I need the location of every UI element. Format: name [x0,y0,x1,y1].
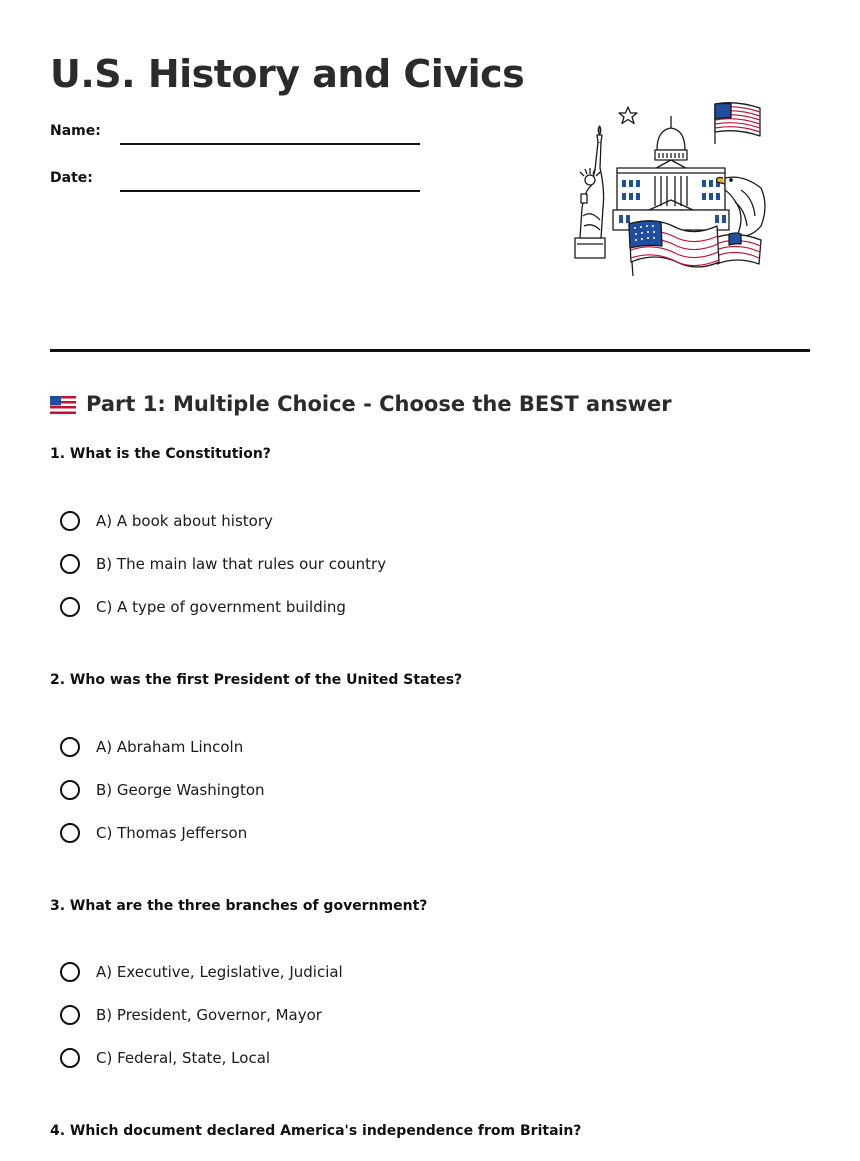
option-label: B) George Washington [96,781,265,799]
option-label: B) The main law that rules our country [96,555,387,573]
option-label: C) A type of government building [96,598,346,616]
radio-button[interactable] [60,737,80,757]
option-b[interactable] [60,1002,322,1028]
date-field [50,168,430,198]
page-title: U.S. History and Civics [50,52,525,96]
header-divider [50,349,810,352]
american-flag-icon [715,103,760,144]
radio-button[interactable] [60,780,80,800]
name-input-line[interactable] [120,143,420,145]
question-4 [50,1121,810,1141]
name-field [50,121,430,151]
option-c[interactable] [60,1045,270,1071]
radio-button[interactable] [60,511,80,531]
capitol-building-icon [613,116,729,230]
statue-of-liberty-icon [575,126,605,258]
patriotic-illustration [565,98,770,283]
date-input-line[interactable] [120,190,420,192]
option-c[interactable] [60,820,247,846]
question-1 [50,444,810,616]
radio-button[interactable] [60,823,80,843]
option-a[interactable] [60,959,343,985]
us-flag-icon [50,396,76,414]
question-text: 1. What is the Constitution? [50,446,271,462]
question-2 [50,670,810,842]
option-label: C) Federal, State, Local [96,1049,271,1067]
date-label: Date: [50,170,93,186]
section-title: Part 1: Multiple Choice - Choose the BEST answer [86,392,672,416]
name-label: Name: [50,123,101,139]
radio-button[interactable] [60,1048,80,1068]
section-heading [50,389,672,419]
question-text: 2. Who was the first President of the United States? [50,672,463,688]
star-icon [619,107,637,124]
radio-button[interactable] [60,962,80,982]
radio-button[interactable] [60,597,80,617]
option-label: A) Executive, Legislative, Judicial [96,963,343,981]
option-label: A) A book about history [96,512,273,530]
option-label: B) President, Governor, Mayor [96,1006,322,1024]
question-text: 4. Which document declared America's independence from Britain? [50,1123,582,1139]
option-c[interactable] [60,594,346,620]
radio-button[interactable] [60,554,80,574]
option-label: C) Thomas Jefferson [96,824,248,842]
option-b[interactable] [60,777,265,803]
option-b[interactable] [60,551,386,577]
question-text: 3. What are the three branches of government? [50,898,428,914]
option-a[interactable] [60,734,243,760]
question-3 [50,896,810,1067]
radio-button[interactable] [60,1005,80,1025]
option-label: A) Abraham Lincoln [96,738,244,756]
option-a[interactable] [60,508,273,534]
